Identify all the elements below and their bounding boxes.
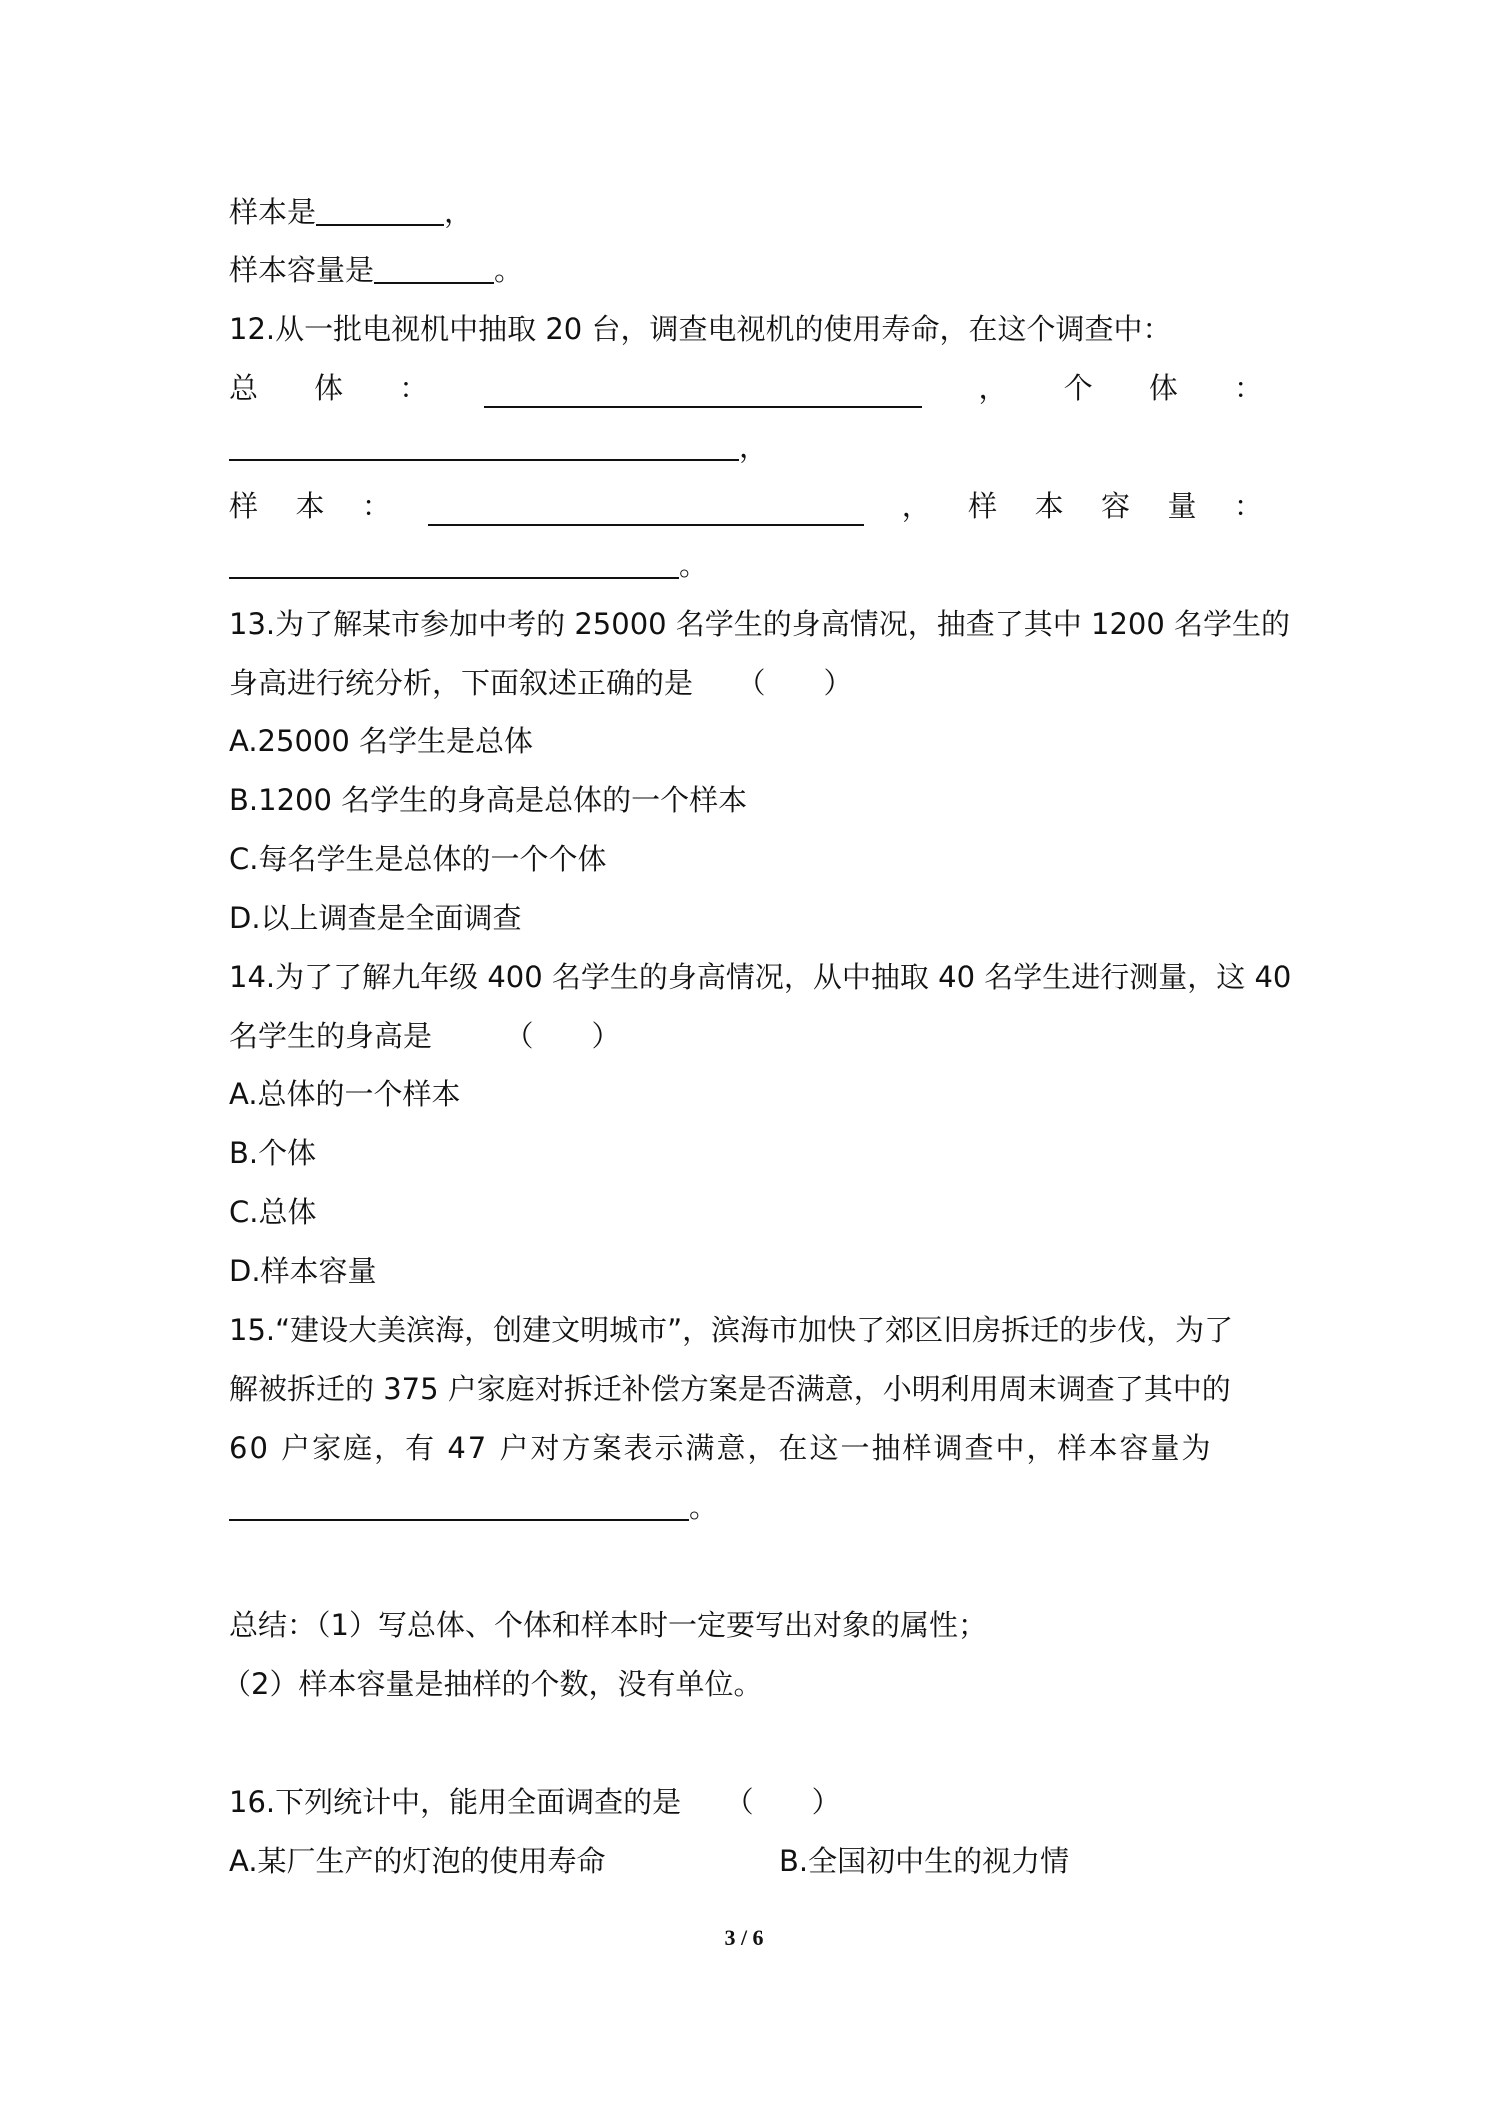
q13-option-c: C.每名学生是总体的一个个体 [229,842,607,876]
page-number: 3 / 6 [724,1925,764,1950]
q11-size-label: 样本容量是 [229,253,375,287]
q11-sample-blank[interactable] [316,194,444,226]
q13-stem-line2: 身高进行统分析，下面叙述正确的是 （ ） [229,666,853,700]
q12-char: 容 [1101,489,1131,523]
q15-stem-line2: 解被拆迁的 375 户家庭对拆迁补偿方案是否满意，小明利用周末调查了其中的 [229,1372,1231,1406]
q12-size-blank[interactable] [229,547,679,579]
q14-option-c: C.总体 [229,1195,317,1229]
q12-population-blank[interactable] [484,376,922,408]
q12-char: 体 [1148,371,1178,405]
q11-sample-line [229,192,473,232]
q16-option-b: B.全国初中生的视力情 [779,1844,1070,1878]
q12-row2-suffix: ， [739,430,769,464]
q12-row-sample-size [229,486,1263,526]
q14-stem-line2: 名学生的身高是 （ ） [229,1019,621,1053]
q13-option-b: B.1200 名学生的身高是总体的一个样本 [229,783,748,817]
q11-size-line [229,250,523,290]
q11-size-suffix: 。 [494,253,524,287]
q12-size-line [229,545,708,585]
q16-options-row [229,1841,1263,1881]
q12-char: ： [361,489,391,523]
summary-line1: 总结：（1）写总体、个体和样本时一定要写出对象的属性； [229,1608,987,1642]
q12-char: ： [1233,489,1263,523]
q11-sample-suffix: ， [444,195,474,229]
q11-sample-label: 样本是 [229,195,317,229]
q12-char: 体 [314,371,344,405]
summary-line2: （2）样本容量是抽样的个数，没有单位。 [222,1667,763,1701]
q12-individual-blank[interactable] [229,429,739,461]
q14-stem-line1: 14.为了了解九年级 400 名学生的身高情况，从中抽取 40 名学生进行测量，这 40 [229,960,1292,994]
q12-row-population-individual [229,368,1263,408]
q12-char: 样 [968,489,998,523]
q12-char: 总 [229,371,259,405]
q12-individual-line [229,427,768,467]
q12-char: ： [399,371,429,405]
q15-stem-line1: 15.“建设大美滨海，创建文明城市”，滨海市加快了郊区旧房拆迁的步伐，为了 [229,1313,1234,1347]
q12-char: 本 [295,489,325,523]
q14-option-b: B.个体 [229,1136,317,1170]
q12-char: ， [901,489,931,523]
q14-option-d: D.样本容量 [229,1254,377,1288]
q12-char: 样 [229,489,259,523]
q15-blank-line [229,1487,718,1527]
q11-size-blank[interactable] [374,252,494,284]
q12-row4-suffix: 。 [679,548,709,582]
q12-char: ， [978,371,1008,405]
q12-stem: 12.从一批电视机中抽取 20 台，调查电视机的使用寿命，在这个调查中： [229,312,1172,346]
q16-stem: 16.下列统计中，能用全面调查的是 （ ） [229,1785,841,1819]
q15-sample-size-blank[interactable] [229,1489,689,1521]
q13-option-a: A.25000 名学生是总体 [229,724,534,758]
q14-option-a: A.总体的一个样本 [229,1077,461,1111]
q12-char: ： [1233,371,1263,405]
q12-char: 量 [1167,489,1197,523]
q12-sample-blank[interactable] [428,494,864,526]
q12-char: 本 [1034,489,1064,523]
q12-char: 个 [1063,371,1093,405]
q15-blank-suffix: 。 [689,1490,719,1524]
q16-option-a: A.某厂生产的灯泡的使用寿命 [229,1844,606,1878]
q13-option-d: D.以上调查是全面调查 [229,901,522,935]
q15-stem-line3: 60 户家庭，有 47 户对方案表示满意，在这一抽样调查中，样本容量为 [229,1431,1213,1465]
q13-stem-line1: 13.为了解某市参加中考的 25000 名学生的身高情况，抽查了其中 1200 名学生的 [229,607,1291,641]
